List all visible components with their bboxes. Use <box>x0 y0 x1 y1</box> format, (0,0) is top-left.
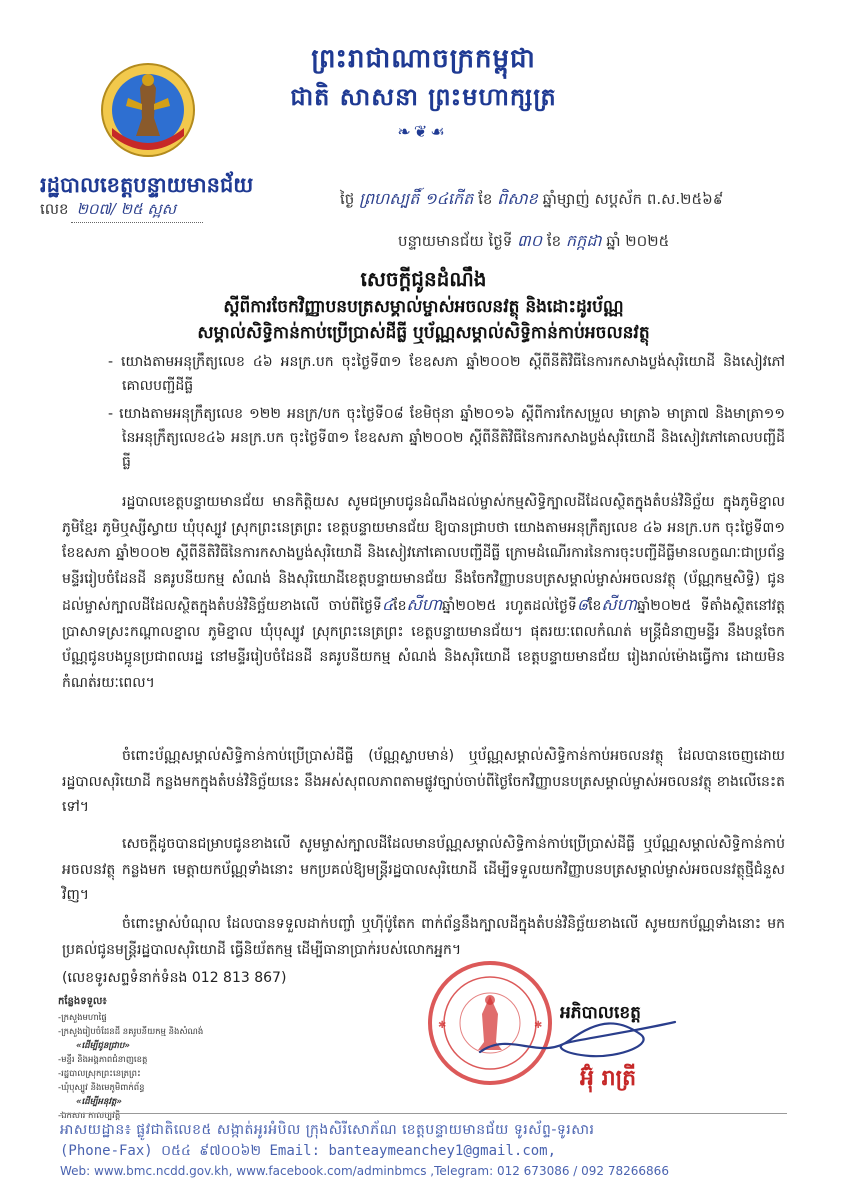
para1-month-label-2: ខែ <box>588 598 602 614</box>
lunar-date-line <box>340 188 723 212</box>
solar-date-month-label: ខែ <box>546 232 562 250</box>
lunar-date-month: ពិសាខ <box>497 189 538 208</box>
body-paragraph-2: ចំពោះប័ណ្ណសម្គាល់សិទ្ធិកាន់កាប់ប្រើប្រាស់ដីធ្លី (ប័ណ្ណស្លាបមាន់) ឬប័ណ្ណសម្គាល់សិទ្ធិកាន់កាប់អចលនវត្ថុ ដែលបានចេញដោយរដ្ឋបាលសុរិយោដី កន្លងមកក្នុងតំបន់វិនិច្ឆ័យនេះ នឹងអស់សុពលភាពតាមផ្លូវច្បាប់ចាប់ពីថ្ងៃចែកវិញ្ញាបនបត្រសម្គាល់ម្ចាស់អចលនវត្ថុ ខាងលើនេះតទៅ។ <box>62 748 785 815</box>
svg-text:✱: ✱ <box>438 1020 447 1031</box>
para1-start-day: ៤ <box>381 595 394 614</box>
solar-date-suffix: ឆ្នាំ ២០២៥ <box>606 232 670 250</box>
notice-subject-line-1: ស្តីពីការចែកវិញ្ញាបនបត្រសម្គាល់ម្ចាស់អចលនវត្ថុ និងដោះដូរប័ណ្ណ <box>223 297 624 317</box>
recipient-item: -រដ្ឋបាលស្រុកព្រះនេត្រព្រះ <box>58 1069 141 1079</box>
recipient-item: -ឃុំបុស្បូវ និងមេភូមិពាក់ព័ន្ធ <box>58 1083 145 1093</box>
para1-start-month: សីហា <box>406 595 443 614</box>
para1-until-text: ឆ្នាំ២០២៥ រហូតដល់ថ្ងៃទី <box>442 598 577 614</box>
solar-date-prefix: បន្ទាយមានជ័យ ថ្ងៃទី <box>398 232 513 250</box>
recipients-list <box>58 995 298 1123</box>
legal-reference-item: - យោងតាមអនុក្រឹត្យលេខ ១២២ អនក្រ/បក ចុះថ្ងៃទី០៨ ខែមិថុនា ឆ្នាំ២០១៦ ស្តីពីការកែសម្រួល មាត្រា៦ មាត្រា៧ និងមាត្រា១១ នៃអនុក្រឹត្យលេខ៤៦ អនក្រ.បក ចុះថ្ងៃទី៣១ ខែឧសភា ឆ្នាំ២០០២ ស្តីពីនីតិវិធីនៃការកសាងប្លង់សុរិយោដី និងសៀវភៅគោលបញ្ជីដីធ្លី <box>108 406 785 470</box>
recipient-item: -ឯកសារ កាលប្បវត្តិ <box>58 1111 121 1121</box>
signatory-name: អ៊ុំ រាត្រី <box>580 1066 637 1091</box>
footer-web: Web: www.bmc.ncdd.gov.kh, www.facebook.com/adminbmcs ,Telegram: 012 673086 / 092 78266866 <box>60 1164 669 1178</box>
para1-month-label-1: ខែ <box>393 598 407 614</box>
body-paragraph-1 <box>62 490 785 696</box>
footer-divider <box>60 1113 787 1114</box>
body-paragraph-4: ចំពោះម្ចាស់បំណុល ដែលបានទទួលដាក់បញ្ចាំ ឬហ៊ីប៉ូតែក ពាក់ព័ន្ធនឹងក្បាលដីក្នុងតំបន់វិនិច្ឆ័យខាងលើ សូមយកប័ណ្ណទាំងនោះ មកប្រគល់ជូនមន្ត្រីរដ្ឋបាលសុរិយោដី ធ្វើនិយ័តកម្ម ដើម្បីធានាប្រាក់របស់លោកអ្នក។ <box>62 916 785 958</box>
signatory-title: អភិបាលខេត្ត <box>560 1003 641 1023</box>
body-paragraph-3: សេចក្តីដូចបានជម្រាបជូនខាងលើ សូមម្ចាស់ក្បាលដីដែលមានប័ណ្ណសម្គាល់សិទ្ធិកាន់កាប់ប្រើប្រាស់ដីធ្លី ឬប័ណ្ណសម្គាល់សិទ្ធិកាន់កាប់អចលនវត្ថុ កន្លងមក មេត្តាយកប័ណ្ណទាំងនោះ មកប្រគល់ឱ្យមន្ត្រីរដ្ឋបាលសុរិយោដី ដើម្បីទទួលយកវិញ្ញាបនបត្រសម្គាល់ម្ចាស់អចលនវត្ថុថ្មីជំនួសវិញ។ <box>62 836 785 903</box>
reference-line <box>40 200 203 223</box>
issuer-name: រដ្ឋបាលខេត្តបន្ទាយមានជ័យ <box>40 173 254 197</box>
reference-label: លេខ <box>40 200 69 218</box>
lunar-date-day: ព្រហស្បតិ៍ ១៤កើត <box>359 189 474 208</box>
svg-text:✱: ✱ <box>534 1020 543 1031</box>
para1-text: រដ្ឋបាលខេត្តបន្ទាយមានជ័យ មានកិត្តិយស សូមជម្រាបជូនដំណឹងដល់ម្ចាស់កម្មសិទ្ធិក្បាលដីដែលស្ថិតក្នុងតំបន់វិនិច្ឆ័យ ក្នុងភូមិខ្នាល ភូមិខ្មែរ ភូមិឬស្សីស្វាយ ឃុំបុស្បូវ ស្រុកព្រះនេត្រព្រះ ខេត្តបន្ទាយមានជ័យ ឱ្យបានជ្រាបថា យោងតាមអនុក្រឹត្យលេខ ៤៦ អនក្រ.បក ចុះថ្ងៃទី៣១ ខែឧសភា ឆ្នាំ២០០២ ស្តីពីនីតិវិធីនៃការកសាងប្លង់សុរិយោដី និងសៀវភៅគោលបញ្ជីដីធ្លី ក្រោមដំណើរការនៃការចុះបញ្ជីដីធ្លីមានលក្ខណៈជាប្រព័ន្ធ មន្ទីររៀបចំដែនដី នគរូបនីយកម្ម សំណង់ និងសុរិយោដីខេត្តបន្ទាយមានជ័យ នឹងចែកវិញ្ញាបនបត្រសម្គាល់ម្ចាស់អចលនវត្ថុ (ប័ណ្ណកម្មសិទ្ធិ) ជូនដល់ម្ចាស់ក្បាលដីដែលស្ថិតក្នុងតំបន់វិនិច្ឆ័យខាងលើ ចាប់ពីថ្ងៃទី <box>62 494 785 614</box>
recipient-item: -មន្ទីរ និងអង្គភាពជំនាញខេត្ត <box>58 1055 148 1065</box>
recipient-item: -ក្រសួងមហាផ្ទៃ <box>58 1013 107 1023</box>
lunar-date-month-label: ខែ <box>478 190 493 208</box>
para1-end-month: សីហា <box>601 595 637 614</box>
kingdom-title: ព្រះរាជាណាចក្រកម្ពុជា <box>311 44 536 74</box>
para1-end-text: ឆ្នាំ២០២៥ ទីតាំងស្ថិតនៅវត្តប្រាសាទស្រះកណ្តាលខ្នាល ភូមិខ្នាល ឃុំបុស្បូវ ស្រុកព្រះនេត្រព្រះ ខេត្តបន្ទាយមានជ័យ។ ផុតរយៈពេលកំណត់ មន្ត្រីជំនាញមន្ទីរ នឹងបន្តចែកប័ណ្ណជូនបងប្អូនប្រជាពលរដ្ឋ នៅមន្ទីររៀបចំដែនដី នគរូបនីយកម្ម សំណង់ និងសុរិយោដី ខេត្តបន្ទាយមានជ័យ រៀងរាល់ម៉ោងធ្វើការ ដោយមិនកំណត់រយៈពេល។ <box>62 598 785 691</box>
solar-date-day: ៣០ <box>517 231 543 250</box>
notice-subject-line-2: សម្គាល់សិទ្ធិកាន់កាប់ប្រើប្រាស់ដីធ្លី ឬប័ណ្ណសម្គាល់សិទ្ធិកាន់កាប់អចលនវត្ថុ <box>197 323 650 343</box>
recipient-item: -ក្រសួងរៀបចំដែនដី នគរូបនីយកម្ម និងសំណង់ <box>58 1027 204 1037</box>
province-emblem-icon <box>98 58 198 163</box>
solar-date-month: កក្កដា <box>565 231 602 250</box>
contact-phone: (លេខទូរសព្ទទំនាក់ទំនង 012 813 867) <box>62 970 287 986</box>
reference-number: ២០៧/ ២៥ ស្អស <box>71 200 203 223</box>
solar-date-line <box>398 230 669 254</box>
notice-title: សេចក្តីជូនដំណឹង <box>360 267 487 291</box>
lunar-date-suffix: ឆ្នាំម្សាញ់ សប្តស័ក ព.ស.២៥៦៩ <box>542 190 724 208</box>
footer-address: អាសយដ្ឋាន៖ ផ្លូវជាតិលេខ៥ សង្កាត់អូរអំបិល ក្រុងសិរីសោភ័ណ ខេត្តបន្ទាយមានជ័យ ទូរស័ព្ទ-ទូរសារ <box>60 1122 595 1138</box>
recipients-subheading: «ដើម្បីជូនជ្រាប» <box>76 1041 130 1051</box>
legal-reference-item: - យោងតាមអនុក្រឹត្យលេខ ៤៦ អនក្រ.បក ចុះថ្ងៃទី៣១ ខែឧសភា ឆ្នាំ២០០២ ស្តីពីនីតិវិធីនៃការកសាងប្លង់សុរិយោដី និងសៀវភៅគោលបញ្ជីដីធ្លី <box>108 354 785 394</box>
ornament-divider: ❧❦☙ <box>397 122 448 141</box>
recipients-subheading: «ដើម្បីអនុវត្ត» <box>76 1097 122 1107</box>
lunar-date-prefix: ថ្ងៃ <box>340 190 355 208</box>
kingdom-motto: ជាតិ សាសនា ព្រះមហាក្សត្រ <box>290 83 557 111</box>
recipients-heading: កន្លែងទទួល៖ <box>58 996 107 1007</box>
legal-references <box>108 350 785 478</box>
para1-end-day: ៨ <box>576 595 589 614</box>
footer-phone-email: (Phone-Fax) ០៥៤ ៩៧០០៦២ Email: banteaymeanchey1@gmail.com, <box>60 1143 557 1159</box>
